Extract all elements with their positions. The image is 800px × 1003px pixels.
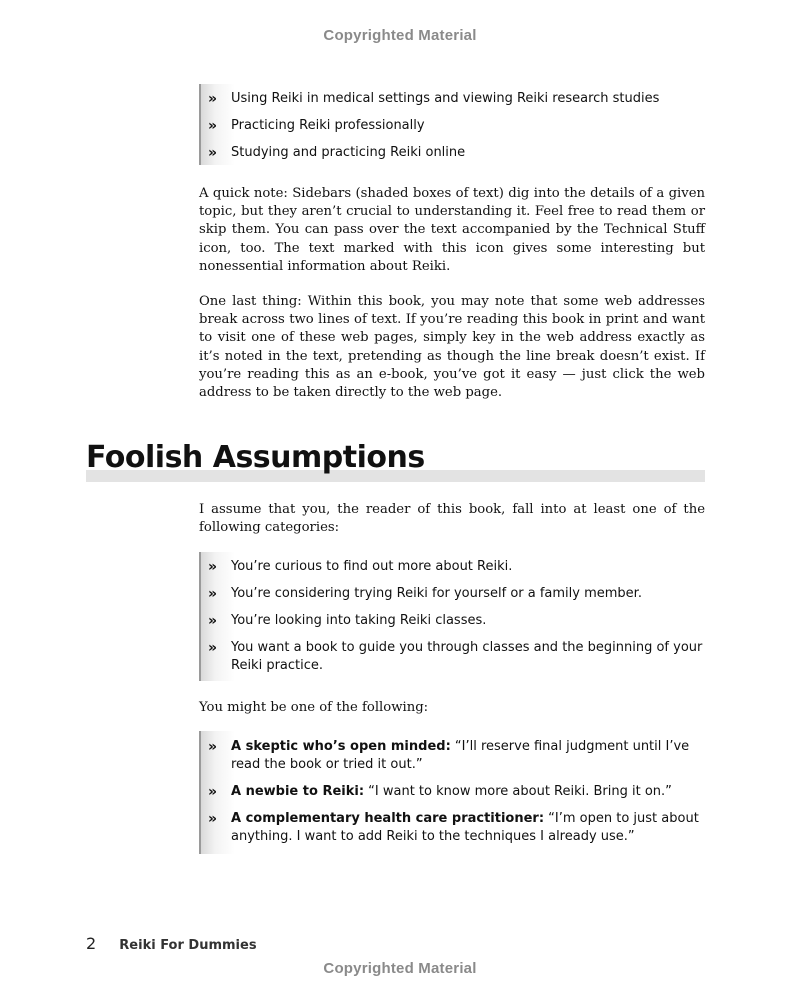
double-chevron-icon: »: [208, 739, 218, 755]
page-footer: [86, 934, 257, 953]
list-item: » Studying and practicing Reiki online: [208, 145, 466, 161]
paragraph-web-addresses: One last thing: Within this book, you may note that some web addresses break across two lines of text. If you’re reading this book in print and want to visit one of these web pages, simply key in the web address exactly as it’s noted in the text, pretending as though the line break doesn’t exist. If you’re reading this as an e-book, you’ve got it easy — just click the web address to be taken directly to the web page.: [199, 294, 705, 401]
list-item: » Using Reiki in medical settings and viewing Reiki research studies: [208, 91, 660, 107]
double-chevron-icon: »: [208, 640, 218, 656]
bullet-list-categories: [199, 552, 711, 681]
bullet-list-reader-types: [199, 731, 711, 854]
list-item: » You’re curious to find out more about Reiki.: [208, 559, 513, 575]
double-chevron-icon: »: [208, 559, 218, 575]
paragraph-might-be: You might be one of the following:: [199, 700, 429, 715]
double-chevron-icon: »: [208, 784, 218, 800]
list-item: » You want a book to guide you through classes and the beginning of your Reiki practice.: [208, 640, 703, 673]
double-chevron-icon: »: [208, 118, 218, 134]
double-chevron-icon: »: [208, 613, 218, 629]
paragraph-sidebar-note: A quick note: Sidebars (shaded boxes of text) dig into the details of a given topic, but they aren’t crucial to understanding it. Feel free to read them or skip them. You can pass over the text accompanied by the Technical Stuff icon, too. The text marked with this icon gives some interesting but nonessential information about Reiki.: [199, 186, 705, 274]
list-item: » A skeptic who’s open minded: “I’ll reserve final judgment until I’ve read the book or tried it out.”: [208, 739, 690, 772]
list-item: » A newbie to Reiki: “I want to know more about Reiki. Bring it on.”: [208, 784, 672, 800]
list-item: » You’re looking into taking Reiki classes.: [208, 613, 487, 629]
paragraph-assumptions-intro: I assume that you, the reader of this book, fall into at least one of the following categories:: [199, 502, 705, 536]
list-item: » Practicing Reiki professionally: [208, 118, 425, 134]
watermark-bottom: Copyrighted Material: [323, 960, 477, 977]
list-item: » A complementary health care practitioner: “I’m open to just about anything. I want to add Reiki to the techniques I already use.”: [208, 811, 699, 844]
bullet-list-topics: [199, 84, 711, 165]
double-chevron-icon: »: [208, 586, 218, 602]
page-number: 2: [86, 934, 97, 953]
section-heading: Foolish Assumptions: [86, 440, 425, 475]
double-chevron-icon: »: [208, 811, 218, 827]
book-title: Reiki For Dummies: [119, 938, 257, 953]
watermark-top: Copyrighted Material: [323, 27, 477, 44]
double-chevron-icon: »: [208, 91, 218, 107]
double-chevron-icon: »: [208, 145, 218, 161]
list-item: » You’re considering trying Reiki for yourself or a family member.: [208, 586, 642, 602]
